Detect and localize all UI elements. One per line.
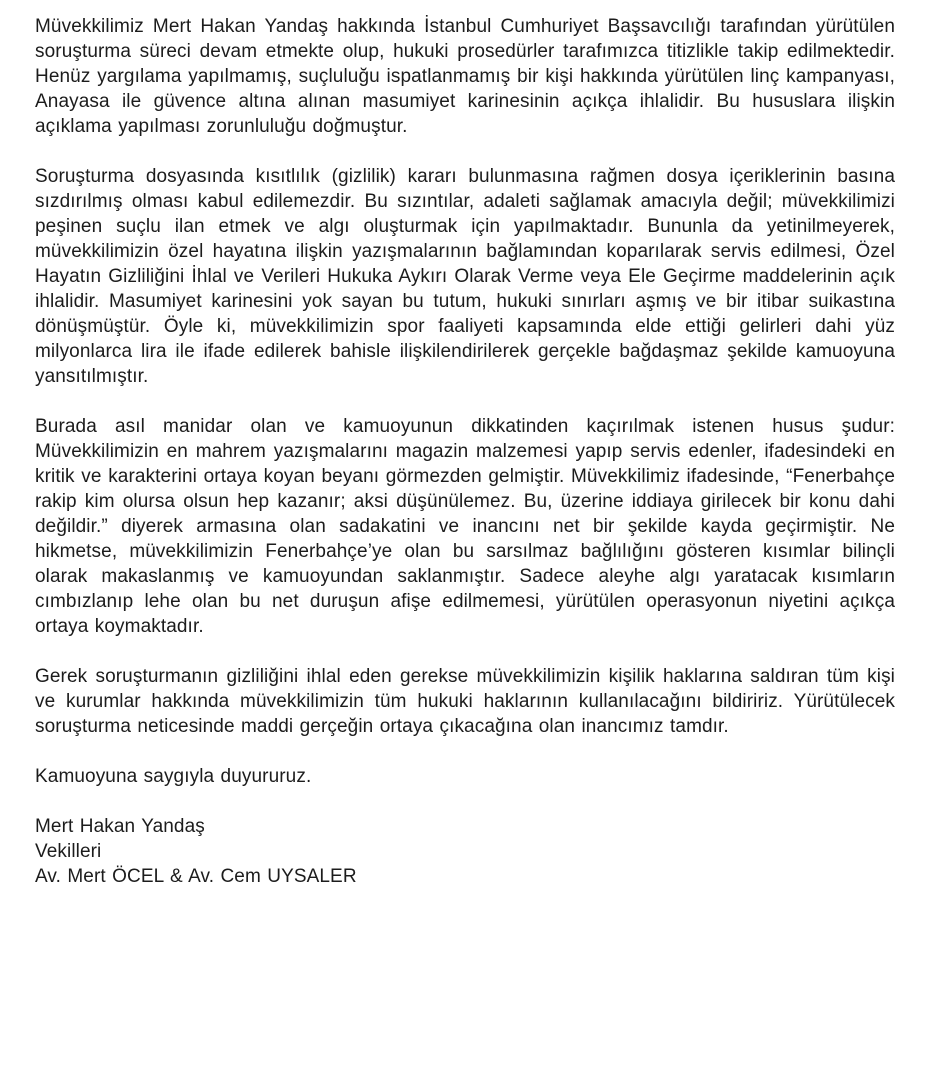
signature-attorneys: Av. Mert ÖCEL & Av. Cem UYSALER — [35, 866, 357, 887]
paragraph-intro: Müvekkilimiz Mert Hakan Yandaş hakkında İstanbul Cumhuriyet Başsavcılığı tarafından yürütülen soruşturma süreci devam etmekte olup, hukuki prosedürler tarafımızca titizlikle takip edilmektedir. Henüz yargılama yapılmamış, suçluluğu ispatlanmamış bir kişi hakkında yürütülen linç kampanyası, Anayasa ile güvence altına alınan masumiyet karinesinin açıkça ihlalidir. Bu hususlara ilişkin açıklama yapılması zorunluluğu doğmuştur. — [35, 16, 895, 137]
signature-name: Mert Hakan Yandaş — [35, 816, 205, 837]
statement-body — [35, 14, 895, 889]
signature-role: Vekilleri — [35, 841, 102, 862]
paragraph-closing: Kamuoyuna saygıyla duyururuz. — [35, 766, 312, 787]
signature-block — [35, 814, 895, 889]
paragraph-leaks: Soruşturma dosyasında kısıtlılık (gizlilik) kararı bulunmasına rağmen dosya içeriklerinin basına sızdırılmış olması kabul edilemezdir. Bu sızıntılar, adaleti sağlamak amacıyla değil; müvekkilimizi peşinen suçlu ilan etmek ve algı oluşturmak için yapılmaktadır. Bununla da yetinilmeyerek, müvekkilimizin özel hayatına ilişkin yazışmalarının bağlamından koparılarak servis edilmesi, Özel Hayatın Gizliliğini İhlal ve Verileri Hukuka Aykırı Olarak Verme veya Ele Geçirme maddelerinin açık ihlalidir. Masumiyet karinesini yok sayan bu tutum, hukuki sınırları aşmış ve bir itibar suikastına dönüşmüştür. Öyle ki, müvekkilimizin spor faaliyeti kapsamında elde ettiği gelirleri dahi yüz milyonlarca lira ile ifade edilerek bahisle ilişkilendirilerek gerçekle bağdaşmaz şekilde kamuoyuna yansıtılmıştır. — [35, 166, 895, 387]
paragraph-legal-action: Gerek soruşturmanın gizliliğini ihlal eden gerekse müvekkilimizin kişilik haklarına saldıran tüm kişi ve kurumlar hakkında müvekkilimizin tüm hukuki haklarının kullanılacağını bildiririz. Yürütülecek soruşturma neticesinde maddi gerçeğin ortaya çıkacağına olan inancımız tamdır. — [35, 666, 895, 737]
paragraph-statement-quote: Burada asıl manidar olan ve kamuoyunun dikkatinden kaçırılmak istenen husus şudur: Müvekkilimizin en mahrem yazışmalarını magazin malzemesi yapıp servis edenler, ifadesindeki en kritik ve karakterini ortaya koyan beyanı görmezden gelmiştir. Müvekkilimiz ifadesinde, “Fenerbahçe rakip kim olursa olsun hep kazanır; aksi düşünülemez. Bu, üzerine iddiaya girilecek bir konu dahi değildir.” diyerek armasına olan sadakatini ve inancını net bir şekilde kayda geçirmiştir. Ne hikmetse, müvekkilimizin Fenerbahçe’ye olan bu sarsılmaz bağlılığını gösteren kısımlar bilinçli olarak makaslanmış ve kamuoyundan saklanmıştır. Sadece aleyhe algı yaratacak kısımların cımbızlanıp lehe olan bu net duruşun afişe edilmemesi, yürütülen operasyonun niyetini açıkça ortaya koymaktadır. — [35, 416, 895, 637]
